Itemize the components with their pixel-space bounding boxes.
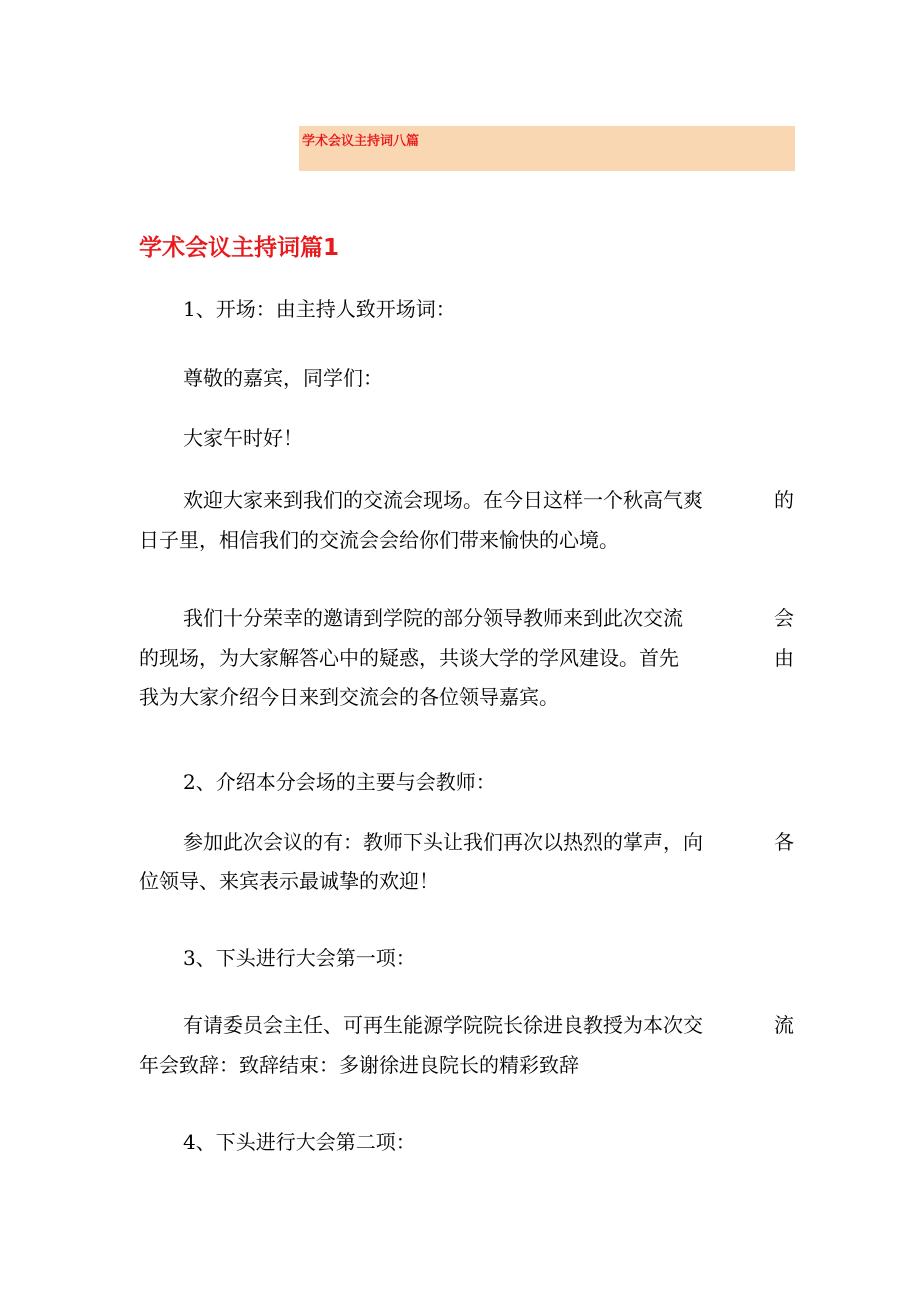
paragraph-line — [139, 1009, 794, 1042]
paragraph-item-three: 3、下头进行大会第一项： — [183, 946, 416, 970]
line-end: 由 — [774, 646, 794, 670]
paragraph-line: 日子里，相信我们的交流会会给你们带来愉快的心境。 — [139, 528, 619, 552]
paragraph-line — [139, 826, 794, 859]
line-text: 有请委员会主任、可再生能源学院院长徐进良教授为本次交 — [183, 1013, 703, 1037]
line-text: 欢迎大家来到我们的交流会现场。在今日这样一个秋高气爽 — [183, 488, 703, 512]
line-text: 的现场，为大家解答心中的疑惑，共谈大学的学风建设。首先 — [139, 646, 679, 670]
paragraph-welcome — [139, 484, 794, 557]
line-end: 会 — [774, 606, 794, 630]
paragraph-attendees — [139, 826, 794, 898]
line-text: 我们十分荣幸的邀请到学院的部分领导教师来到此次交流 — [183, 606, 683, 630]
paragraph-line — [139, 484, 794, 517]
paragraph-line — [139, 642, 794, 675]
paragraph-line — [139, 602, 794, 635]
line-end: 各 — [774, 830, 794, 854]
paragraph-speech — [139, 1009, 794, 1082]
paragraph-introduction: 2、介绍本分会场的主要与会教师： — [183, 770, 496, 794]
paragraph-greeting: 尊敬的嘉宾，同学们： — [183, 366, 383, 390]
paragraph-line: 我为大家介绍今日来到交流会的各位领导嘉宾。 — [139, 685, 559, 709]
paragraph-line: 年会致辞：致辞结束：多谢徐进良院长的精彩致辞 — [139, 1053, 579, 1077]
paragraph-opening: 1、开场：由主持人致开场词： — [183, 297, 456, 321]
line-end: 流 — [774, 1013, 794, 1037]
line-text: 参加此次会议的有：教师下头让我们再次以热烈的掌声，向 — [183, 830, 703, 854]
paragraph-item-four: 4、下头进行大会第二项： — [183, 1130, 416, 1154]
line-end: 的 — [774, 488, 794, 512]
paragraph-line: 位领导、来宾表示最诚挚的欢迎！ — [139, 869, 439, 893]
paragraph-invitation — [139, 602, 794, 714]
document-title: 学术会议主持词八篇 — [302, 134, 420, 149]
header-band — [299, 126, 795, 171]
section-heading: 学术会议主持词篇1 — [139, 235, 340, 261]
paragraph-good-afternoon: 大家午时好！ — [183, 426, 303, 450]
